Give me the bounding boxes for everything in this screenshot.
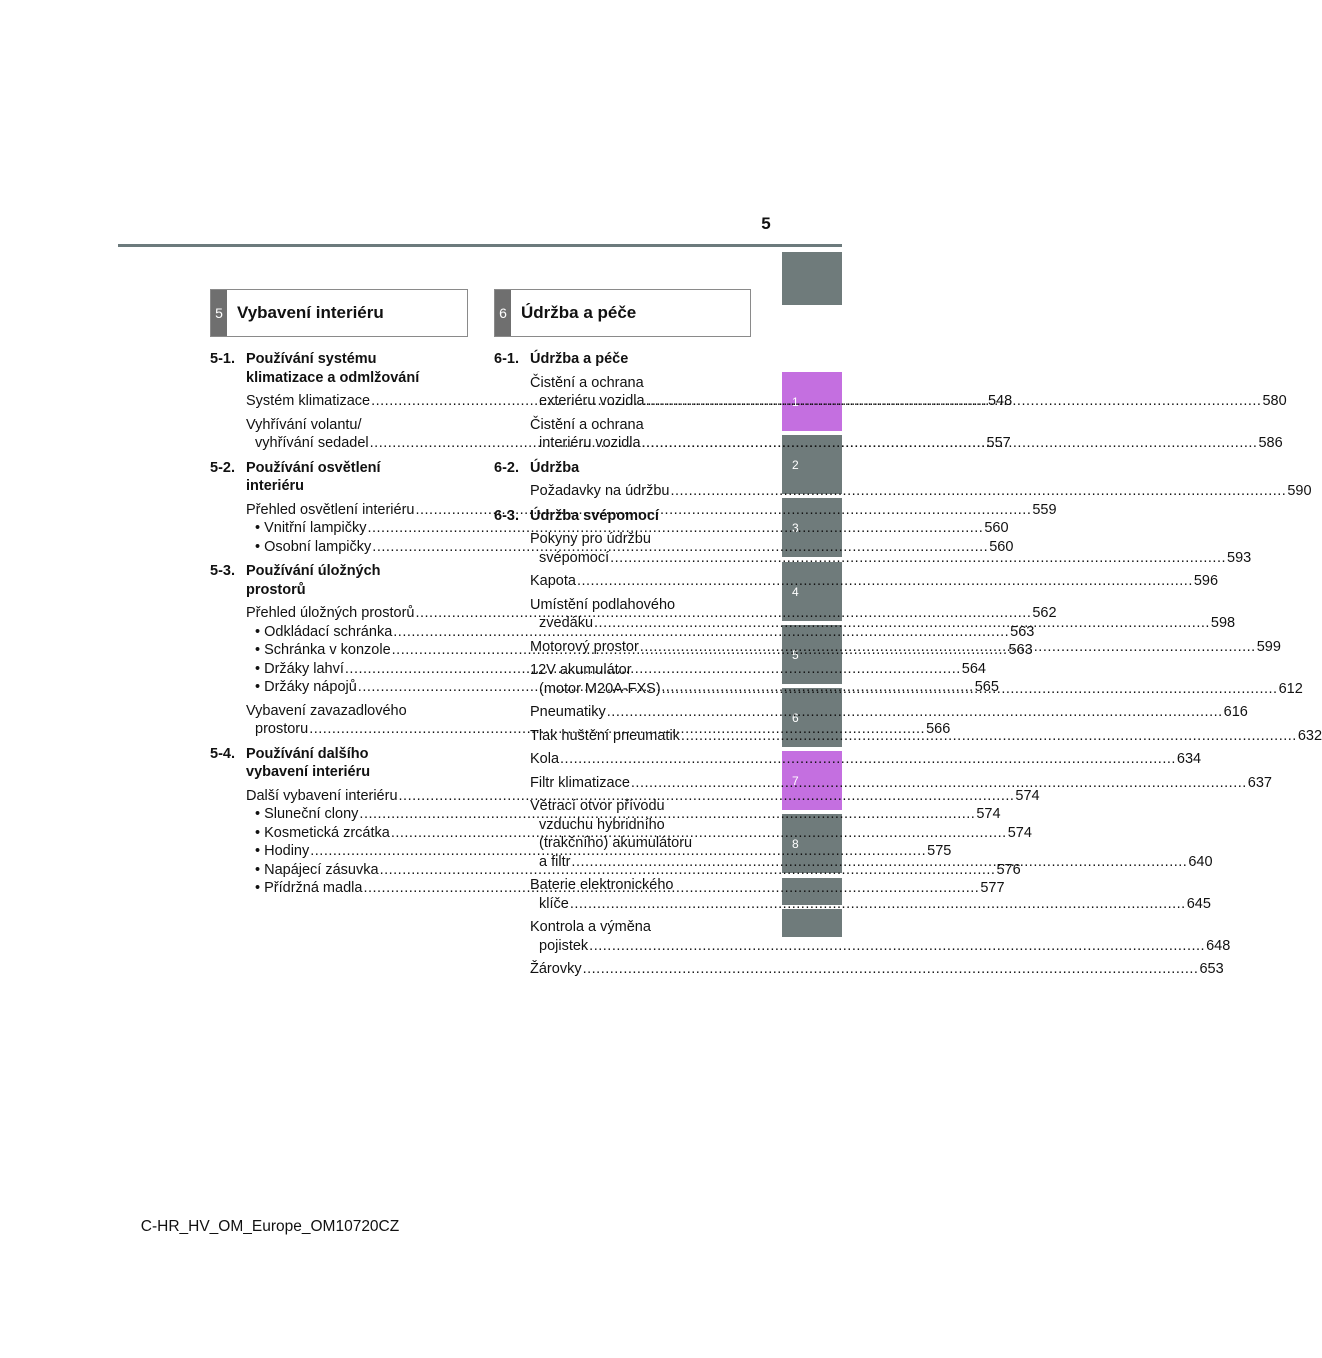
toc-entry[interactable]: [530, 703, 1248, 722]
toc-entry[interactable]: [530, 774, 1272, 793]
chapter-title: [246, 562, 458, 599]
section-number-badge: 5: [211, 290, 227, 336]
page-ref: 612: [1278, 680, 1303, 697]
toc-entry-row: [530, 937, 1231, 956]
toc-entry-text: klíče: [539, 895, 569, 912]
chapter-heading[interactable]: [210, 562, 458, 599]
chapter-number: 5-3.: [210, 563, 235, 579]
dot-leader: [594, 615, 1210, 631]
chapter-tab-label: 3: [792, 520, 799, 535]
chapter-number: 6-2.: [494, 459, 519, 476]
toc-subentry-text: • Držáky nápojů: [255, 679, 357, 695]
toc-subentry[interactable]: [255, 519, 1009, 538]
toc-entry[interactable]: [530, 960, 1224, 979]
chapter-title: [530, 459, 741, 478]
toc-entry-row: [530, 774, 1272, 793]
page-ref: 565: [974, 679, 999, 695]
chapter-title-line: Údržba a péče: [530, 351, 629, 367]
chapter-heading[interactable]: [210, 350, 458, 387]
toc-entry-text: Umístění podlahového: [530, 596, 676, 613]
toc-entry-text: vzduchu hybridního: [539, 816, 665, 833]
toc-entry-text: a filtr: [539, 853, 571, 870]
dot-leader: [570, 896, 1186, 912]
page-ref: 574: [1015, 787, 1040, 804]
chapter-title-line: Používání dalšího: [246, 745, 369, 762]
dot-leader: [642, 435, 1258, 451]
toc-entry-text: Filtr klimatizace: [530, 774, 630, 791]
toc-entry-text: Kontrola a výměna: [530, 919, 651, 935]
toc-subentry-text: • Držáky lahví: [255, 660, 344, 677]
chapter-heading[interactable]: [494, 507, 741, 526]
dot-leader: [670, 483, 1286, 499]
document-footer: C-HR_HV_OM_Europe_OM10720CZ: [140, 1218, 400, 1235]
toc-entry-text: exteriéru vozidla: [539, 393, 645, 409]
chapter-tab-label: 5: [792, 647, 799, 662]
page-ref: 562: [1032, 605, 1057, 621]
page-ref: 598: [1210, 615, 1236, 631]
chapter-tab-label: 2: [792, 457, 799, 472]
chapter-title: [530, 350, 741, 369]
dot-leader: [646, 393, 1262, 409]
page-ref: 637: [1247, 774, 1272, 791]
top-rule: [118, 244, 842, 247]
page-ref: 563: [1010, 623, 1035, 640]
toc-entry-text: Další vybavení interiéru: [246, 787, 398, 804]
page-ref: 563: [1008, 642, 1033, 658]
page-ref: 616: [1223, 704, 1248, 720]
chapter-number: 5-1.: [210, 351, 235, 367]
chapter-title-line: klimatizace a odmlžování: [246, 369, 420, 386]
page-ref: 645: [1186, 895, 1211, 912]
dot-leader: [589, 938, 1205, 954]
chapter-tab[interactable]: [782, 909, 842, 937]
chapter-title-line: Používání osvětlení: [246, 459, 381, 476]
toc-entry-text: vyhřívání sedadel: [255, 435, 369, 451]
dot-leader: [662, 681, 1278, 697]
chapter-tab-label: 4: [792, 584, 799, 599]
chapter-heading[interactable]: [494, 459, 741, 478]
dot-leader: [571, 854, 1187, 870]
toc-subentry-text: • Hodiny: [255, 843, 310, 859]
chapter-tab-label: 8: [792, 836, 799, 851]
section-number-badge: 6: [495, 290, 511, 336]
page-ref: 648: [1206, 937, 1231, 954]
chapter-title-line: vybavení interiéru: [246, 764, 371, 780]
toc-entry-text: (trakčního) akumulátoru: [539, 835, 693, 851]
chapter-tab[interactable]: [782, 252, 842, 305]
page-ref: 599: [1256, 638, 1281, 655]
page-ref: 560: [984, 520, 1009, 536]
page-ref: 574: [1007, 824, 1032, 841]
page-ref: 580: [1262, 393, 1287, 409]
toc-entry-text: Přehled osvětlení interiéru: [246, 501, 415, 518]
section-title: Údržba a péče: [521, 303, 637, 322]
page-ref: 564: [961, 660, 986, 677]
toc-entry-row: [530, 482, 1312, 501]
toc-entry-text: svépomocí: [539, 549, 610, 566]
toc-subentry-text: • Osobní lampičky: [255, 538, 372, 555]
toc-entry-text: Pneumatiky: [530, 704, 606, 720]
dot-leader: [560, 751, 1176, 767]
toc-subentry-text: • Napájecí zásuvka: [255, 861, 379, 878]
toc-subentry-text: • Kosmetická zrcátka: [255, 824, 390, 841]
chapter-title-line: Používání úložných: [246, 563, 381, 579]
toc-entry-text: Žárovky: [530, 961, 582, 977]
page-ref: 586: [1258, 435, 1283, 451]
toc-subentry-text: • Vnitřní lampičky: [255, 520, 367, 536]
page-ref: 575: [927, 843, 952, 859]
toc-chapter-group: [494, 459, 1312, 501]
toc-entry-text: Požadavky na údržbu: [530, 483, 670, 499]
toc-entry-text: pojistek: [539, 937, 589, 954]
chapter-number: 5-4.: [210, 745, 235, 762]
dot-leader: [583, 961, 1199, 977]
page-ref: 653: [1199, 961, 1224, 977]
toc-entry-text: Přehled úložných prostorů: [246, 605, 415, 621]
toc-entry[interactable]: [530, 482, 1312, 501]
section-header-left: [210, 289, 468, 337]
toc-entry-row: [530, 549, 1252, 568]
toc-entry-text: zvedáku: [539, 615, 594, 631]
chapter-title-line: prostorů: [246, 581, 306, 598]
toc-entry-row: [530, 960, 1224, 979]
page-ref: 632: [1297, 727, 1322, 744]
toc-subentry-text: • Odkládací schránka: [255, 623, 393, 640]
page-ref: 634: [1176, 751, 1202, 767]
toc-entry-row: [530, 703, 1248, 722]
toc-entry-text: Větrací otvor přívodu: [530, 798, 665, 814]
chapter-title-line: interiéru: [246, 478, 305, 494]
dot-leader: [631, 775, 1247, 791]
dot-leader: [640, 639, 1256, 655]
page-ref: 574: [976, 806, 1001, 822]
toc-entry-text: Pokyny pro údržbu: [530, 531, 651, 547]
chapter-tab-label: 7: [792, 773, 799, 788]
chapter-title: [246, 459, 458, 496]
page-ref: 559: [1032, 501, 1057, 518]
section-title: Vybavení interiéru: [237, 303, 384, 322]
toc-entry-text: interiéru vozidla: [539, 435, 641, 451]
chapter-tab-label: 6: [792, 710, 799, 725]
dot-leader: [610, 550, 1226, 566]
chapter-title: [246, 745, 458, 782]
page-ref: 593: [1227, 549, 1252, 566]
chapter-heading[interactable]: [494, 350, 741, 369]
toc-entry-text: Tlak huštění pneumatik: [530, 727, 680, 744]
section-header-right: [494, 289, 751, 337]
chapter-title-line: Používání systému: [246, 351, 377, 367]
page-number: 5: [761, 214, 771, 233]
chapter-title-line: Údržba svépomocí: [530, 507, 659, 524]
page-ref: 557: [986, 435, 1011, 451]
chapter-heading[interactable]: [210, 745, 458, 782]
toc-subentry-text: • Přídržná madla: [255, 880, 363, 896]
page-ref: 596: [1193, 573, 1219, 589]
toc-entry-text: (motor M20A-FXS): [539, 680, 661, 697]
toc-entry-text: Motorový prostor: [530, 638, 639, 655]
toc-entry[interactable]: [530, 918, 1231, 955]
page-ref: 548: [987, 393, 1013, 409]
dot-leader: [577, 573, 1193, 589]
page-ref: 576: [996, 861, 1021, 878]
toc-entry[interactable]: [530, 572, 1219, 591]
toc-subentry-text: • Sluneční clony: [255, 806, 359, 822]
chapter-number: 5-2.: [210, 459, 235, 476]
chapter-number: 6-3.: [494, 507, 519, 524]
toc-entry-text: Čistění a ochrana: [530, 416, 644, 433]
toc-entry-text: Kapota: [530, 573, 576, 589]
page-ref: 590: [1287, 483, 1312, 499]
toc-entry-text: Systém klimatizace: [246, 393, 371, 409]
dot-leader: [681, 728, 1297, 744]
page-ref: 560: [989, 538, 1014, 555]
page-ref: 577: [980, 880, 1005, 896]
toc-entry-text: Baterie elektronického: [530, 877, 674, 893]
toc-entry-row: [530, 895, 1211, 914]
toc-entry-text: Vybavení zavazadlového: [246, 702, 407, 719]
toc-entry-text: prostoru: [255, 721, 309, 737]
chapter-heading[interactable]: [210, 459, 458, 496]
page-ref: 640: [1188, 853, 1213, 870]
toc-entry-row: [530, 750, 1202, 769]
toc-entry-text: 12V akumulátor: [530, 662, 632, 678]
dot-leader: [607, 704, 1223, 720]
page-ref: 566: [926, 721, 951, 737]
chapter-title: [246, 350, 458, 387]
chapter-title: [530, 507, 741, 526]
toc-subentry-text: • Schránka v konzole: [255, 642, 391, 658]
chapter-title-line: Údržba: [530, 459, 580, 476]
toc-entry-text: Kola: [530, 751, 560, 767]
toc-entry[interactable]: [530, 750, 1202, 769]
toc-entry-row: [530, 572, 1219, 591]
chapter-tab-label: 1: [792, 394, 799, 409]
toc-entry-text: Vyhřívání volantu/: [246, 416, 362, 433]
toc-entry-text: Čistění a ochrana: [530, 374, 644, 391]
chapter-number: 6-1.: [494, 351, 519, 367]
